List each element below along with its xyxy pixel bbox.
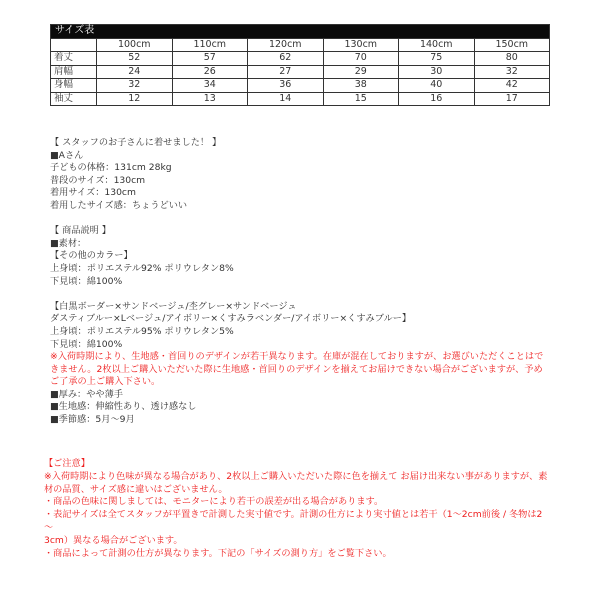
- table-row: [51, 52, 550, 66]
- table-cell: 24: [97, 65, 173, 79]
- caution-line-1: ※入荷時期により色味が異なる場合があり、2枚以上ご購入いただいた際に色を揃えて お届け出来ない事がありますが、素: [44, 470, 548, 482]
- table-cell: 13: [172, 92, 248, 106]
- other-top-material: 上身頃：ポリエステル92% ポリウレタン8%: [50, 262, 234, 274]
- row-label: 肩幅: [51, 65, 97, 79]
- caution-line-4: ・表記サイズは全てスタッフが平置きで計測した実寸値です。計測の仕方により実寸値とは若干（1～2cm前後 / 冬物は2～: [44, 509, 543, 533]
- spacer: [50, 213, 550, 226]
- other-bottom-material: 下見頃：綿100%: [50, 275, 123, 287]
- size-table-title-row: [51, 25, 550, 39]
- colors-line-1: 【白黒ボーダー×サンドベージュ/杢グレー×サンドベージュ: [50, 300, 297, 312]
- column-header: 110cm: [172, 38, 248, 52]
- row-label: 袖丈: [51, 92, 97, 106]
- staff-usual-size: 普段のサイズ：130cm: [50, 174, 146, 186]
- spacer: [50, 288, 550, 301]
- table-cell: 14: [248, 92, 324, 106]
- table-cell: 40: [399, 79, 475, 93]
- other-colors-heading: 【その他のカラー】: [50, 250, 133, 262]
- caution-line-6: ・商品によって計測の仕方が異なります。下記の「サイズの測り方」をご覧下さい。: [44, 547, 392, 559]
- row-label: 着丈: [51, 52, 97, 66]
- size-table-corner-cell: [51, 38, 97, 52]
- table-cell: 42: [474, 79, 550, 93]
- description-heading: 【 商品説明 】: [50, 225, 111, 237]
- table-row: [51, 65, 550, 79]
- table-cell: 52: [97, 52, 173, 66]
- column-header: 130cm: [323, 38, 399, 52]
- size-table-header-row: [51, 38, 550, 52]
- top-material: 上身頃：ポリエステル95% ポリウレタン5%: [50, 325, 234, 337]
- staff-worn-size: 着用サイズ：130cm: [50, 187, 136, 199]
- table-cell: 29: [323, 65, 399, 79]
- table-cell: 15: [323, 92, 399, 106]
- table-cell: 27: [248, 65, 324, 79]
- column-header: 120cm: [248, 38, 324, 52]
- caution-line-2: 材の品質、サイズ感に違いはございません。: [44, 483, 228, 495]
- table-cell: 32: [97, 79, 173, 93]
- table-cell: 80: [474, 52, 550, 66]
- table-cell: 36: [248, 79, 324, 93]
- table-cell: 57: [172, 52, 248, 66]
- caution-line-3: ・商品の色味に関しましては、モニターにより若干の誤差が出る場合があります。: [44, 496, 384, 508]
- caution-heading: 【ご注意】: [44, 458, 90, 469]
- column-header: 100cm: [97, 38, 173, 52]
- season: ■季節感：5月～9月: [50, 414, 135, 426]
- row-label: 身幅: [51, 79, 97, 93]
- table-cell: 34: [172, 79, 248, 93]
- table-cell: 26: [172, 65, 248, 79]
- thickness: ■厚み：やや薄手: [50, 388, 123, 400]
- column-header: 150cm: [474, 38, 550, 52]
- table-cell: 17: [474, 92, 550, 106]
- table-cell: 12: [97, 92, 173, 106]
- caution-line-5: 3cm）異なる場合がございます。: [44, 534, 183, 546]
- staff-body: 子どもの体格：131cm 28kg: [50, 162, 172, 174]
- size-table: [50, 24, 550, 106]
- bottom-material: 下見頃：綿100%: [50, 338, 123, 350]
- material-label: ■素材：: [50, 237, 87, 249]
- column-header: 140cm: [399, 38, 475, 52]
- table-cell: 62: [248, 52, 324, 66]
- colors-line-2: ダスティブルー×Lベージュ/アイボリー×くすみラベンダー/アイボリー×くすみブルー】: [50, 313, 412, 325]
- restock-warning: ※入荷時期により、生地感・首回りのデザインが若干異なります。在庫が混在しておりますが、お選びいただくことはできません。2枚以上ご購入いただいた際に生地感・首回りのデザインを揃えてお届けできない場合がございますが、予めご了承の上ご購入下さい。: [50, 351, 544, 388]
- table-cell: 30: [399, 65, 475, 79]
- table-cell: 75: [399, 52, 475, 66]
- staff-name: ■Aさん: [50, 149, 84, 161]
- table-cell: 16: [399, 92, 475, 106]
- table-row: [51, 92, 550, 106]
- size-table-title: サイズ表: [51, 25, 550, 39]
- table-row: [51, 79, 550, 93]
- table-cell: 70: [323, 52, 399, 66]
- texture: ■生地感：伸縮性あり、透け感なし: [50, 401, 197, 413]
- table-cell: 32: [474, 65, 550, 79]
- product-notes: [50, 137, 550, 427]
- table-cell: 38: [323, 79, 399, 93]
- staff-size-feel: 着用したサイズ感：ちょうどいい: [50, 199, 188, 211]
- staff-heading: 【 スタッフのお子さんに着せました！ 】: [50, 137, 222, 148]
- caution-notes: [44, 458, 550, 560]
